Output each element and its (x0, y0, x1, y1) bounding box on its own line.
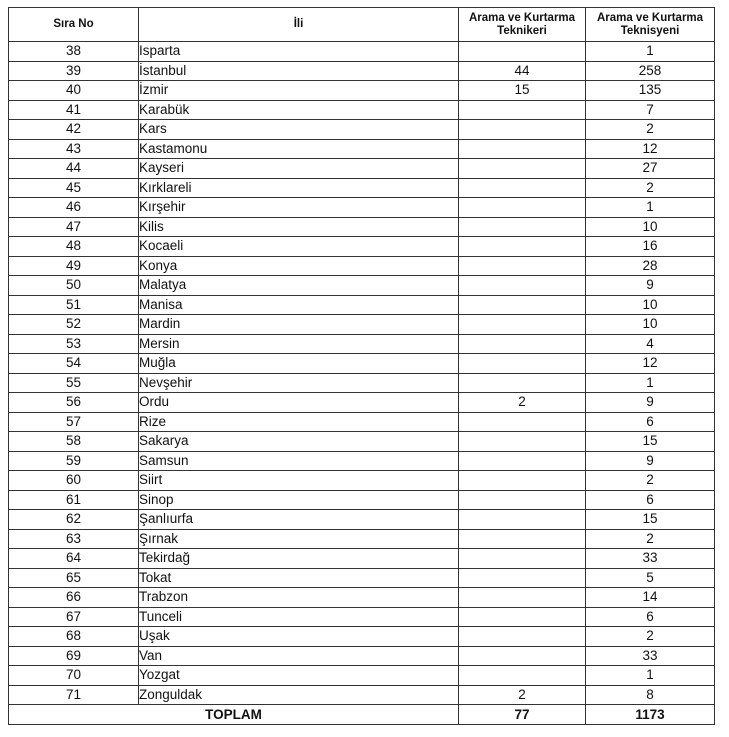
row-number: 57 (9, 412, 139, 432)
row-city: Muğla (139, 354, 459, 374)
row-number: 70 (9, 666, 139, 686)
table-row (9, 568, 715, 588)
row-teknisyeni: 1 (586, 198, 715, 218)
row-teknikeri (459, 100, 586, 120)
table-body (9, 42, 715, 705)
row-teknisyeni: 12 (586, 139, 715, 159)
table-row (9, 315, 715, 335)
header-teknikeri: Arama ve Kurtarma Teknikeri (459, 8, 586, 42)
table-row (9, 627, 715, 647)
table-row (9, 451, 715, 471)
row-teknikeri (459, 490, 586, 510)
row-teknisyeni: 1 (586, 42, 715, 62)
row-teknikeri (459, 217, 586, 237)
row-teknikeri (459, 373, 586, 393)
row-teknikeri (459, 646, 586, 666)
row-city: Zonguldak (139, 685, 459, 705)
row-teknisyeni: 1 (586, 373, 715, 393)
row-teknisyeni: 2 (586, 120, 715, 140)
row-teknisyeni: 135 (586, 81, 715, 101)
row-teknikeri (459, 315, 586, 335)
row-teknisyeni: 15 (586, 432, 715, 452)
row-teknikeri (459, 178, 586, 198)
row-number: 71 (9, 685, 139, 705)
row-city: Ordu (139, 393, 459, 413)
row-teknisyeni: 12 (586, 354, 715, 374)
row-teknikeri (459, 334, 586, 354)
row-teknikeri (459, 432, 586, 452)
total-teknisyeni: 1173 (586, 705, 715, 725)
row-city: Karabük (139, 100, 459, 120)
row-teknikeri (459, 627, 586, 647)
row-teknisyeni: 6 (586, 490, 715, 510)
table-row (9, 412, 715, 432)
row-teknikeri (459, 549, 586, 569)
row-number: 69 (9, 646, 139, 666)
table-row (9, 549, 715, 569)
row-city: Tokat (139, 568, 459, 588)
table-row (9, 295, 715, 315)
row-number: 59 (9, 451, 139, 471)
table-row (9, 178, 715, 198)
row-city: Şanlıurfa (139, 510, 459, 530)
table-row (9, 198, 715, 218)
row-teknisyeni: 6 (586, 412, 715, 432)
row-teknisyeni: 10 (586, 295, 715, 315)
row-city: Kayseri (139, 159, 459, 179)
table-row (9, 646, 715, 666)
row-teknikeri (459, 510, 586, 530)
row-number: 62 (9, 510, 139, 530)
row-teknikeri (459, 607, 586, 627)
table-row (9, 393, 715, 413)
row-number: 50 (9, 276, 139, 296)
row-teknikeri (459, 256, 586, 276)
table-row (9, 256, 715, 276)
row-number: 67 (9, 607, 139, 627)
table-row (9, 237, 715, 257)
row-teknikeri (459, 42, 586, 62)
row-number: 60 (9, 471, 139, 491)
header-row (9, 8, 715, 42)
table-row (9, 666, 715, 686)
row-number: 58 (9, 432, 139, 452)
row-number: 61 (9, 490, 139, 510)
row-teknisyeni: 28 (586, 256, 715, 276)
row-teknisyeni: 9 (586, 393, 715, 413)
row-city: Tunceli (139, 607, 459, 627)
row-teknikeri: 2 (459, 393, 586, 413)
table-row (9, 432, 715, 452)
row-number: 55 (9, 373, 139, 393)
row-number: 65 (9, 568, 139, 588)
row-city: Kocaeli (139, 237, 459, 257)
row-number: 41 (9, 100, 139, 120)
row-teknikeri (459, 120, 586, 140)
row-teknisyeni: 2 (586, 627, 715, 647)
row-city: Trabzon (139, 588, 459, 608)
table-row (9, 354, 715, 374)
row-city: Sakarya (139, 432, 459, 452)
table-header (9, 8, 715, 42)
row-city: Uşak (139, 627, 459, 647)
row-city: Mersin (139, 334, 459, 354)
row-teknikeri (459, 198, 586, 218)
table-row (9, 490, 715, 510)
row-teknisyeni: 9 (586, 276, 715, 296)
table-row (9, 334, 715, 354)
table-row (9, 588, 715, 608)
row-teknisyeni: 2 (586, 471, 715, 491)
row-teknisyeni: 2 (586, 178, 715, 198)
table-row (9, 217, 715, 237)
row-number: 51 (9, 295, 139, 315)
row-city: Samsun (139, 451, 459, 471)
row-teknikeri (459, 529, 586, 549)
row-teknikeri (459, 666, 586, 686)
row-city: İstanbul (139, 61, 459, 81)
table-row (9, 159, 715, 179)
row-city: İzmir (139, 81, 459, 101)
row-city: Manisa (139, 295, 459, 315)
table-row (9, 373, 715, 393)
row-teknisyeni: 33 (586, 646, 715, 666)
row-number: 42 (9, 120, 139, 140)
table-row (9, 120, 715, 140)
total-teknikeri: 77 (459, 705, 586, 725)
total-row (9, 705, 715, 725)
row-number: 54 (9, 354, 139, 374)
personnel-table (8, 7, 715, 725)
row-city: Kilis (139, 217, 459, 237)
row-teknisyeni: 258 (586, 61, 715, 81)
row-teknikeri (459, 237, 586, 257)
row-city: Van (139, 646, 459, 666)
header-sira-no: Sıra No (9, 8, 139, 42)
row-city: Siirt (139, 471, 459, 491)
row-teknikeri (459, 471, 586, 491)
row-number: 40 (9, 81, 139, 101)
row-city: Kırşehir (139, 198, 459, 218)
table-row (9, 139, 715, 159)
header-ili: İli (139, 8, 459, 42)
row-number: 49 (9, 256, 139, 276)
row-number: 43 (9, 139, 139, 159)
row-number: 63 (9, 529, 139, 549)
row-city: Tekirdağ (139, 549, 459, 569)
row-teknikeri (459, 159, 586, 179)
row-teknisyeni: 8 (586, 685, 715, 705)
row-teknisyeni: 2 (586, 529, 715, 549)
row-teknisyeni: 9 (586, 451, 715, 471)
header-teknisyeni: Arama ve Kurtarma Teknisyeni (586, 8, 715, 42)
row-teknikeri (459, 412, 586, 432)
row-city: Kars (139, 120, 459, 140)
row-number: 47 (9, 217, 139, 237)
row-city: Sinop (139, 490, 459, 510)
row-city: Kırklareli (139, 178, 459, 198)
row-teknisyeni: 10 (586, 217, 715, 237)
total-label: TOPLAM (9, 705, 459, 725)
row-number: 66 (9, 588, 139, 608)
row-teknikeri: 2 (459, 685, 586, 705)
row-teknisyeni: 7 (586, 100, 715, 120)
table-row (9, 61, 715, 81)
row-teknikeri (459, 588, 586, 608)
table-row (9, 276, 715, 296)
row-teknisyeni: 14 (586, 588, 715, 608)
row-number: 64 (9, 549, 139, 569)
row-number: 56 (9, 393, 139, 413)
row-city: Yozgat (139, 666, 459, 686)
row-number: 45 (9, 178, 139, 198)
row-number: 53 (9, 334, 139, 354)
row-city: Nevşehir (139, 373, 459, 393)
row-teknisyeni: 33 (586, 549, 715, 569)
row-number: 46 (9, 198, 139, 218)
row-teknisyeni: 6 (586, 607, 715, 627)
row-teknisyeni: 10 (586, 315, 715, 335)
table-row (9, 81, 715, 101)
row-teknisyeni: 4 (586, 334, 715, 354)
table-row (9, 42, 715, 62)
table-row (9, 100, 715, 120)
row-city: Konya (139, 256, 459, 276)
row-city: Isparta (139, 42, 459, 62)
table-row (9, 607, 715, 627)
row-number: 52 (9, 315, 139, 335)
row-teknikeri (459, 139, 586, 159)
table-row (9, 685, 715, 705)
table-row (9, 529, 715, 549)
row-teknikeri (459, 295, 586, 315)
row-city: Rize (139, 412, 459, 432)
table-row (9, 510, 715, 530)
row-teknisyeni: 16 (586, 237, 715, 257)
row-number: 68 (9, 627, 139, 647)
row-teknisyeni: 15 (586, 510, 715, 530)
row-teknikeri: 15 (459, 81, 586, 101)
row-city: Mardin (139, 315, 459, 335)
row-number: 39 (9, 61, 139, 81)
row-teknikeri (459, 276, 586, 296)
row-number: 48 (9, 237, 139, 257)
row-teknisyeni: 1 (586, 666, 715, 686)
row-number: 44 (9, 159, 139, 179)
row-teknikeri: 44 (459, 61, 586, 81)
row-city: Şırnak (139, 529, 459, 549)
row-teknisyeni: 5 (586, 568, 715, 588)
row-city: Kastamonu (139, 139, 459, 159)
row-teknisyeni: 27 (586, 159, 715, 179)
row-teknikeri (459, 568, 586, 588)
row-number: 38 (9, 42, 139, 62)
row-city: Malatya (139, 276, 459, 296)
row-teknikeri (459, 354, 586, 374)
table-row (9, 471, 715, 491)
row-teknikeri (459, 451, 586, 471)
